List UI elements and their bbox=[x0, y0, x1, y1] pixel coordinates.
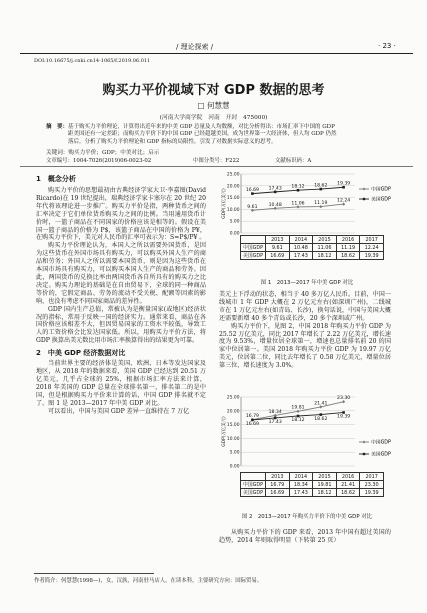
data-label: 11.06 bbox=[291, 201, 305, 207]
table-value-cell: 23.30 bbox=[360, 481, 384, 489]
classifications bbox=[46, 156, 386, 164]
y-tick-label: 10.00 bbox=[226, 436, 240, 442]
table-corner-cell bbox=[241, 236, 266, 244]
table-value-cell: 18.12 bbox=[313, 489, 337, 497]
data-label: 19.39 bbox=[337, 414, 351, 420]
table-year-cell: 2014 bbox=[289, 236, 313, 244]
table-series-cell: 中国GDP bbox=[241, 244, 266, 252]
legend-label: 中国GDP bbox=[371, 440, 391, 446]
paragraph: 购买力平价的思想最初由古典经济学家大卫·李嘉图(David Ricardo)在 19 世纪提出，瑞典经济学家卡塞尔在 20 世纪 20 年代将该理论进一步推广。购买力平价是指，两种货币之间的汇率决定于它们单位货币购买力之间的比例。当用通用货币计价时，一篮子商品在不同国家的价格应该是相等的。假设在美国一篮子商品的价格为 P$，该篮子商品在中国的价格为 P¥，在购买力平价下，美元对人民币的汇率可表示为：S=P$/P¥ 。 bbox=[36, 187, 206, 242]
table-series-cell: 中国GDP bbox=[241, 481, 266, 489]
abstract-rule bbox=[20, 166, 413, 167]
section-heading-2: 2 中美 GDP 经济数据对比 bbox=[36, 349, 126, 358]
table-value-cell: 19.81 bbox=[313, 481, 337, 489]
affiliation: (河南大学商学院 河南 开封 475000) bbox=[159, 115, 268, 121]
table-series-cell: 美国GDP bbox=[241, 252, 266, 260]
legend-label: 中国GDP bbox=[371, 187, 391, 193]
table-year-cell: 2015 bbox=[313, 236, 337, 244]
abstract-line-1: 摘 要：基于购买力平价理论，计算得出近年来的中美 GDP 总量及人均数额，对比分析得出：市场汇率下中国的 GDP bbox=[46, 124, 335, 130]
data-label: 19.81 bbox=[291, 405, 305, 411]
y-tick-label: 20.00 bbox=[226, 409, 240, 415]
figure-2-data-table bbox=[240, 472, 384, 497]
right-column bbox=[219, 291, 391, 370]
table-year-cell: 2017 bbox=[360, 236, 384, 244]
data-label: 9.61 bbox=[247, 204, 258, 210]
keywords: 关键词：购买力平价；GDP；中美对比；启示 bbox=[46, 150, 160, 156]
figure-1-table-wrap bbox=[240, 235, 384, 260]
table-year-cell: 2013 bbox=[266, 473, 290, 481]
legend-label: 美国GDP bbox=[371, 452, 391, 458]
abstract-line-2: 距美国还有一定差距；而购买力平价下的中国 GDP 已经超越美国，成为世界第一大经济体，但人均 GDP 仍然 bbox=[68, 131, 337, 138]
data-label: 18.62 bbox=[314, 183, 328, 189]
data-label: 18.12 bbox=[291, 184, 305, 190]
legend-marker bbox=[363, 188, 366, 191]
footnote-rule bbox=[34, 573, 154, 574]
y-tick-label: 25.00 bbox=[226, 395, 240, 401]
abstract-line-3: 落后。分析了购买力平价理论和 GDP 指标的局限性，引发了对数据实际意义的思考。 bbox=[68, 138, 277, 145]
legend-marker bbox=[363, 453, 365, 455]
table-series-cell: 美国GDP bbox=[241, 489, 266, 497]
paragraph: 美元上下浮动的状态，相当于 40 多万亿人民币。目前，中国一线城市 1 年 GDP 大概在 2 万亿元左右(如深圳广州)，二线城市在 1 万亿元左右(如青岛、长沙)，换句话说，中国与美国大概还需要新增 40 多个青岛或长沙，20 多个深圳或广州。 bbox=[219, 291, 391, 322]
data-label: 16.69 bbox=[245, 188, 259, 194]
legend-marker bbox=[363, 198, 365, 200]
table-value-cell: 12.24 bbox=[360, 244, 384, 252]
author: □ 何慧慧 bbox=[197, 101, 230, 110]
table-header-row bbox=[241, 473, 384, 481]
table-value-cell: 11.19 bbox=[336, 244, 360, 252]
data-label: 17.43 bbox=[268, 186, 282, 192]
figure-1-caption: 图 1 2013—2017 年中美 GDP 对比 bbox=[260, 280, 354, 286]
data-label: 23.30 bbox=[337, 396, 351, 402]
y-tick-label: 25.00 bbox=[226, 172, 240, 178]
abstract bbox=[46, 124, 386, 146]
table-year-cell: 2013 bbox=[266, 236, 290, 244]
figure-1 bbox=[219, 171, 395, 291]
header-rule bbox=[20, 53, 413, 54]
data-label: 18.12 bbox=[291, 418, 305, 424]
section-heading-1: 1 概念分析 bbox=[36, 175, 76, 183]
data-label: 18.62 bbox=[314, 416, 328, 422]
y-tick-label: 10.00 bbox=[226, 207, 240, 213]
figure-1-data-table bbox=[240, 235, 384, 260]
legend-marker bbox=[363, 441, 366, 444]
paragraph: 从购买力平价下的 GDP 来看，2013 年中国有超过美国的趋势，2014 年则取得明显（下转第 25 页） bbox=[219, 529, 391, 544]
left-column bbox=[36, 174, 206, 415]
table-value-cell: 21.41 bbox=[336, 481, 360, 489]
data-label: 16.69 bbox=[245, 422, 259, 428]
paragraph: 购买力平价下，见图 2，中国 2018 年购买力平价 GDP 为 25.52 万亿美元，同比 2017 年增长了 2.22 万亿美元，增长速度为 9.53%，增量位居全球第一，增速也总量排名前 20 的国家中位居第一。美国 2018 年购买力平价 GDP 为 19.97 万亿美元，位居第二位，同比去年增长了 0.58 万亿美元，增量位居第三位，增长速度为 3.0%。 bbox=[219, 322, 391, 370]
table-year-cell: 2016 bbox=[336, 473, 360, 481]
table-row bbox=[241, 489, 384, 497]
figure-2-table-wrap bbox=[240, 472, 384, 497]
y-tick-label: 20.00 bbox=[226, 184, 240, 190]
table-corner-cell bbox=[241, 473, 266, 481]
table-value-cell: 18.34 bbox=[289, 481, 313, 489]
table-value-cell: 16.69 bbox=[266, 489, 290, 497]
y-axis-label: GDP(万亿美元) bbox=[222, 416, 227, 447]
paragraph: GDP 国内生产总值，常被认为是衡量国家(或地区)经济状况的指标，常用于反映一国的经济实力。通常来看，商品在各国价格应该相差不大，但因贸易国家的工资水平较低，导致工人的工资价格会比发达国家低。所以，用购买力平价方法，将 GDP 换算出美元数比用市场汇率换算得出的结果更为可靠。 bbox=[36, 305, 206, 345]
data-label: 18.34 bbox=[268, 409, 282, 415]
table-value-cell: 18.62 bbox=[336, 252, 360, 260]
journal-section: / 理论探索 / bbox=[176, 43, 214, 51]
y-tick-label: 15.00 bbox=[226, 196, 240, 202]
table-year-cell: 2014 bbox=[289, 473, 313, 481]
table-header-row bbox=[241, 236, 384, 244]
table-year-cell: 2016 bbox=[336, 236, 360, 244]
doi: DOI:10.16675/j.cnki.cn14-1065/f.2019.06.011 bbox=[34, 58, 151, 64]
legend-label: 美国GDP bbox=[371, 197, 391, 203]
table-value-cell: 16.79 bbox=[266, 481, 290, 489]
paragraph: 当前世界主要的经济体是美国、欧洲、日本等发达国家及地区，从 2018 年的数据来看，美国 GDP 已经达到 20.51 万亿美元，几乎占全球的 25%，根据市场汇率方法来计算，2018 年美国的 GDP 总量在全球排名第一，排名第二的是中国，但是根据购买力平价来计算的话，中国 GDP 排名就不定了。图 1 是 2013—2017 年中美 GDP 对比。 bbox=[36, 360, 206, 407]
table-value-cell: 17.43 bbox=[289, 489, 313, 497]
table-value-cell: 17.43 bbox=[289, 252, 313, 260]
table-year-cell: 2015 bbox=[313, 473, 337, 481]
table-value-cell: 19.39 bbox=[360, 489, 384, 497]
data-label: 10.48 bbox=[268, 202, 282, 208]
data-label: 19.39 bbox=[337, 181, 351, 187]
data-label: 12.24 bbox=[337, 198, 351, 204]
right-column-end bbox=[219, 529, 391, 545]
author-name: 何慧慧 bbox=[206, 101, 230, 110]
y-tick-label: 5.00 bbox=[229, 219, 240, 225]
figure-2-chart bbox=[219, 394, 395, 468]
figure-2 bbox=[219, 394, 395, 522]
data-point bbox=[274, 417, 277, 420]
table-row bbox=[241, 244, 384, 252]
y-tick-label: 5.00 bbox=[229, 450, 240, 456]
paragraph: 购买力平价理论认为，本国人之所以需要外国货币，是因为这些货币在外国市场具有购买力，可以购买外国人生产的商品和劳务；外国人之所以需要本国货币，则是因为这些货币在本国市场具有购买力，可以购买本国人生产的商品和劳务。因此，两国货币的兑换比率由两国货币各自所具有的购买力之比决定。购买力理论的基础是在自由贸易下，全球的同一种商品等价的，它假定商品、劳务的流动不受关税、配额等因素的影响，也没有考虑不同国家商品的差异性。 bbox=[36, 242, 206, 305]
data-point bbox=[297, 415, 300, 418]
footnote: 作者简介：何慧慧(1998—)，女，汉族，河南驻马店人，在读本科，主要研究方向：国际贸易。 bbox=[34, 578, 263, 584]
table-value-cell: 19.39 bbox=[360, 252, 384, 260]
figure-1-chart bbox=[219, 171, 395, 235]
table-row bbox=[241, 252, 384, 260]
article-title: 购买力平价视域下对 GDP 数据的思考 bbox=[102, 83, 325, 98]
y-tick-label: 15.00 bbox=[226, 423, 240, 429]
article-number: 文章编号：1004-7026(2019)06-0023-02 bbox=[46, 158, 152, 164]
table-year-cell: 2017 bbox=[360, 473, 384, 481]
data-label: 21.41 bbox=[314, 401, 328, 407]
table-value-cell: 18.62 bbox=[336, 489, 360, 497]
abstract-label: 摘 要： bbox=[46, 124, 69, 130]
doc-code: 文献标识码：A bbox=[275, 158, 312, 164]
data-label: 11.19 bbox=[314, 201, 328, 207]
data-point bbox=[320, 413, 323, 416]
table-value-cell: 9.61 bbox=[266, 244, 290, 252]
y-axis-label: GDP(万亿美元) bbox=[222, 188, 227, 219]
data-point bbox=[342, 411, 345, 414]
table-row bbox=[241, 481, 384, 489]
y-tick-label: 0.00 bbox=[229, 231, 240, 235]
page-number: · 23 · bbox=[378, 42, 396, 50]
table-value-cell: 16.69 bbox=[266, 252, 290, 260]
paragraph: 可以看出，中国与美国 GDP 差异一直维持在 7 万亿 bbox=[48, 407, 190, 415]
table-value-cell: 11.06 bbox=[313, 244, 337, 252]
data-label: 17.43 bbox=[268, 420, 282, 426]
data-point bbox=[251, 419, 254, 422]
figure-2-caption: 图 2 2013—2017 年购买力平价下的中美 GDP 对比 bbox=[241, 514, 373, 520]
table-value-cell: 18.12 bbox=[313, 252, 337, 260]
y-tick-label: 0.00 bbox=[229, 464, 240, 468]
data-label: 16.79 bbox=[245, 414, 259, 420]
clc-number: 中图分类号：F222 bbox=[192, 158, 240, 164]
table-value-cell: 10.48 bbox=[289, 244, 313, 252]
